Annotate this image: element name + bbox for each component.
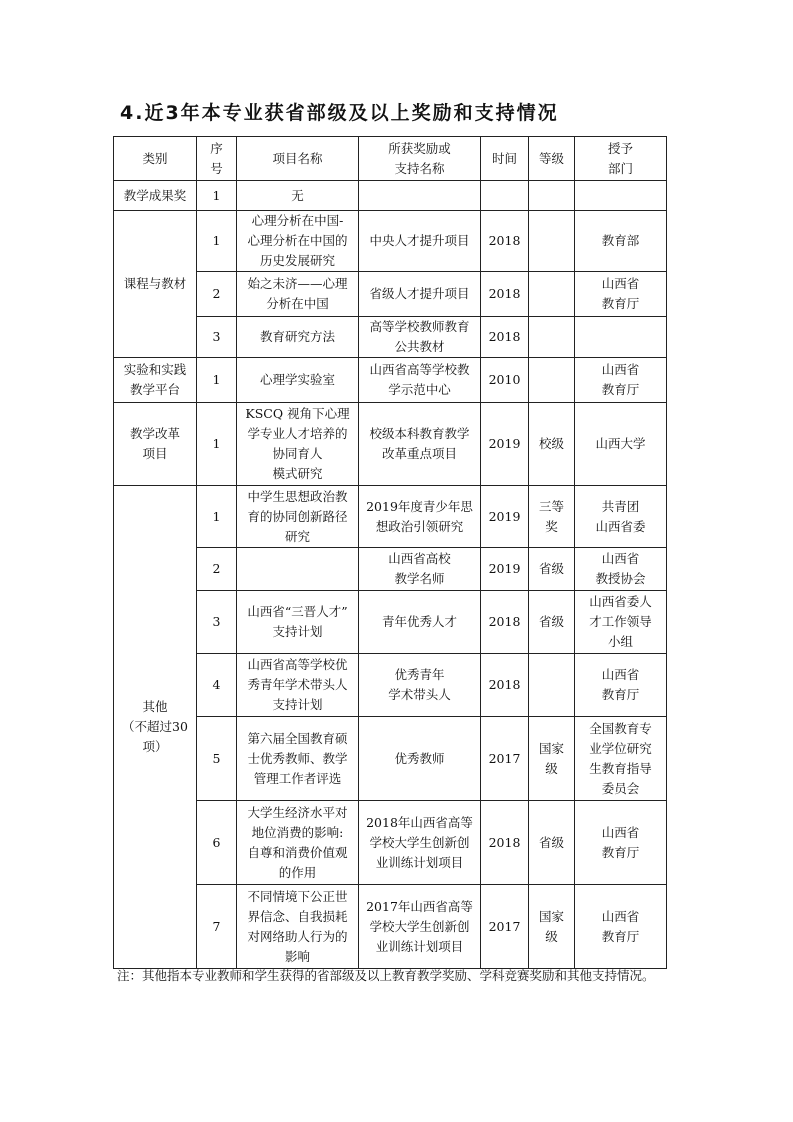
seq-cell: 1: [197, 358, 237, 403]
dept-cell: [575, 181, 667, 211]
award-cell: 2017年山西省高等 学校大学生创新创 业训练计划项目: [359, 885, 481, 969]
time-cell: 2018: [481, 317, 529, 358]
category-cell: 教学改革 项目: [114, 403, 197, 486]
header-award: 所获奖励或 支持名称: [359, 137, 481, 181]
time-cell: 2018: [481, 801, 529, 885]
award-cell: 2018年山西省高等 学校大学生创新创 业训练计划项目: [359, 801, 481, 885]
dept-cell: 教育部: [575, 211, 667, 272]
time-cell: 2018: [481, 272, 529, 317]
project-cell: 无: [237, 181, 359, 211]
dept-cell: 山西省委人 才工作领导 小组: [575, 591, 667, 654]
level-cell: [529, 317, 575, 358]
dept-cell: 山西省 教授协会: [575, 548, 667, 591]
award-cell: 中央人才提升项目: [359, 211, 481, 272]
table-row: [114, 181, 667, 211]
time-cell: 2017: [481, 717, 529, 801]
project-cell: 山西省“三晋人才” 支持计划: [237, 591, 359, 654]
awards-table: [113, 136, 667, 969]
level-cell: [529, 654, 575, 717]
time-cell: 2010: [481, 358, 529, 403]
header-time: 时间: [481, 137, 529, 181]
project-cell: KSCQ 视角下心理 学专业人才培养的 协同育人 模式研究: [237, 403, 359, 486]
header-category: 类别: [114, 137, 197, 181]
level-cell: 省级: [529, 591, 575, 654]
table-row: [114, 885, 667, 969]
dept-cell: 山西省 教育厅: [575, 801, 667, 885]
level-cell: 国家 级: [529, 717, 575, 801]
time-cell: 2018: [481, 654, 529, 717]
project-cell: 大学生经济水平对 地位消费的影响: 自尊和消费价值观 的作用: [237, 801, 359, 885]
table-row: [114, 801, 667, 885]
level-cell: [529, 211, 575, 272]
project-cell: 心理分析在中国- 心理分析在中国的 历史发展研究: [237, 211, 359, 272]
level-cell: [529, 358, 575, 403]
project-cell: 教育研究方法: [237, 317, 359, 358]
level-cell: 省级: [529, 548, 575, 591]
dept-cell: 全国教育专 业学位研究 生教育指导 委员会: [575, 717, 667, 801]
time-cell: 2018: [481, 591, 529, 654]
seq-cell: 1: [197, 486, 237, 548]
category-cell: 其他 （不超过30 项）: [114, 486, 197, 969]
table-row: [114, 403, 667, 486]
time-cell: [481, 181, 529, 211]
header-seq: 序 号: [197, 137, 237, 181]
seq-cell: 2: [197, 548, 237, 591]
seq-cell: 2: [197, 272, 237, 317]
table-row: [114, 548, 667, 591]
time-cell: 2019: [481, 403, 529, 486]
dept-cell: [575, 317, 667, 358]
seq-cell: 3: [197, 317, 237, 358]
level-cell: [529, 272, 575, 317]
category-cell: 实验和实践 教学平台: [114, 358, 197, 403]
level-cell: [529, 181, 575, 211]
table-row: [114, 717, 667, 801]
award-cell: 山西省高等学校教 学示范中心: [359, 358, 481, 403]
project-cell: 心理学实验室: [237, 358, 359, 403]
seq-cell: 7: [197, 885, 237, 969]
award-cell: 山西省高校 教学名师: [359, 548, 481, 591]
seq-cell: 4: [197, 654, 237, 717]
seq-cell: 5: [197, 717, 237, 801]
seq-cell: 1: [197, 181, 237, 211]
seq-cell: 3: [197, 591, 237, 654]
time-cell: 2018: [481, 211, 529, 272]
dept-cell: 山西省 教育厅: [575, 654, 667, 717]
project-cell: 始之未济——心理 分析在中国: [237, 272, 359, 317]
table-header-row: [114, 137, 667, 181]
footnote: 注：其他指本专业教师和学生获得的省部级及以上教育教学奖励、学科竞赛奖励和其他支持情况。: [117, 968, 655, 983]
award-cell: [359, 181, 481, 211]
seq-cell: 6: [197, 801, 237, 885]
dept-cell: 共青团 山西省委: [575, 486, 667, 548]
level-cell: 省级: [529, 801, 575, 885]
level-cell: 三等 奖: [529, 486, 575, 548]
award-cell: 省级人才提升项目: [359, 272, 481, 317]
award-cell: 校级本科教育教学 改革重点项目: [359, 403, 481, 486]
table-row: [114, 654, 667, 717]
project-cell: 中学生思想政治教 育的协同创新路径 研究: [237, 486, 359, 548]
award-cell: 优秀教师: [359, 717, 481, 801]
header-project: 项目名称: [237, 137, 359, 181]
header-dept: 授予 部门: [575, 137, 667, 181]
dept-cell: 山西省 教育厅: [575, 272, 667, 317]
table-row: [114, 211, 667, 272]
table-row: [114, 358, 667, 403]
category-cell: 教学成果奖: [114, 181, 197, 211]
level-cell: 校级: [529, 403, 575, 486]
dept-cell: 山西大学: [575, 403, 667, 486]
project-cell: 第六届全国教育硕 士优秀教师、教学 管理工作者评选: [237, 717, 359, 801]
table-row: [114, 272, 667, 317]
level-cell: 国家 级: [529, 885, 575, 969]
category-cell: 课程与教材: [114, 211, 197, 358]
time-cell: 2019: [481, 486, 529, 548]
project-cell: 山西省高等学校优 秀青年学术带头人 支持计划: [237, 654, 359, 717]
seq-cell: 1: [197, 403, 237, 486]
table-row: [114, 591, 667, 654]
page-title: 4.近3年本专业获省部级及以上奖励和支持情况: [120, 102, 559, 124]
award-cell: 优秀青年 学术带头人: [359, 654, 481, 717]
seq-cell: 1: [197, 211, 237, 272]
award-cell: 青年优秀人才: [359, 591, 481, 654]
table-row: [114, 317, 667, 358]
award-cell: 高等学校教师教育 公共教材: [359, 317, 481, 358]
project-cell: 不同情境下公正世 界信念、自我损耗 对网络助人行为的 影响: [237, 885, 359, 969]
award-cell: 2019年度青少年思 想政治引领研究: [359, 486, 481, 548]
dept-cell: 山西省 教育厅: [575, 358, 667, 403]
header-level: 等级: [529, 137, 575, 181]
table-row: [114, 486, 667, 548]
project-cell: [237, 548, 359, 591]
time-cell: 2019: [481, 548, 529, 591]
time-cell: 2017: [481, 885, 529, 969]
dept-cell: 山西省 教育厅: [575, 885, 667, 969]
